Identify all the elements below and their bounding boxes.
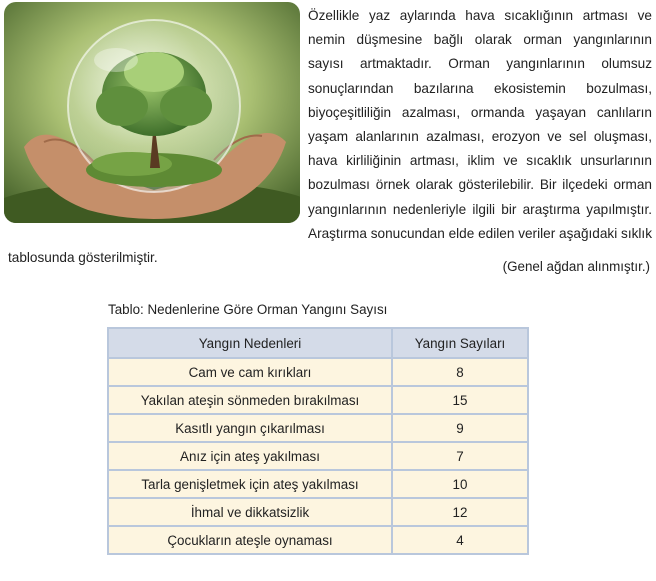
cause-cell: İhmal ve dikkatsizlik: [108, 498, 392, 526]
table-row: [108, 498, 528, 526]
table-header-row: [108, 328, 528, 358]
cause-cell: Tarla genişletmek için ateş yakılması: [108, 470, 392, 498]
intro-paragraph: Özellikle yaz aylarında hava sıcaklığının artması ve nemin düşmesine bağlı olarak orman yangınlarının sayısı artmaktadır. Orman yangınlarının olumsuz sonuçlarından bazılarına ekosistemin bozulması, biyoçeşitliliğin azalması, ormanda yaşayan canlıların yaşam alanlarının azalması, erozyon ve sel oluşması, hava kirliliğinin artması, iklim ve sıcaklık unsurlarının bozulması örnek olarak gösterilebilir. Bir ilçedeki orman yangınlarının nedenleriyle ilgili bir araştırma yapılmıştır. Araştırma sonucundan elde edilen veriler aşağıdaki sıklık tablosunda gösterilmiştir.: [8, 8, 652, 266]
cause-cell: Kasıtlı yangın çıkarılması: [108, 414, 392, 442]
header-fire-causes: Yangın Nedenleri: [108, 328, 392, 358]
table-row: [108, 526, 528, 554]
table-row: [108, 386, 528, 414]
header-fire-counts: Yangın Sayıları: [392, 328, 528, 358]
cause-cell: Yakılan ateşin sönmeden bırakılması: [108, 386, 392, 414]
table-caption: Tablo: Nedenlerine Göre Orman Yangını Sayısı: [108, 302, 388, 317]
cause-cell: Cam ve cam kırıkları: [108, 358, 392, 386]
table-row: [108, 442, 528, 470]
source-attribution: (Genel ağdan alınmıştır.): [502, 259, 650, 274]
count-cell: 7: [392, 442, 528, 470]
table-row: [108, 470, 528, 498]
count-cell: 12: [392, 498, 528, 526]
intro-text-block: [8, 4, 652, 270]
cause-cell: Anız için ateş yakılması: [108, 442, 392, 470]
image-float-spacer: [8, 4, 308, 224]
count-cell: 4: [392, 526, 528, 554]
count-cell: 9: [392, 414, 528, 442]
table-row: [108, 358, 528, 386]
frequency-table: [107, 327, 529, 555]
count-cell: 10: [392, 470, 528, 498]
table-row: [108, 414, 528, 442]
count-cell: 8: [392, 358, 528, 386]
cause-cell: Çocukların ateşle oynaması: [108, 526, 392, 554]
count-cell: 15: [392, 386, 528, 414]
